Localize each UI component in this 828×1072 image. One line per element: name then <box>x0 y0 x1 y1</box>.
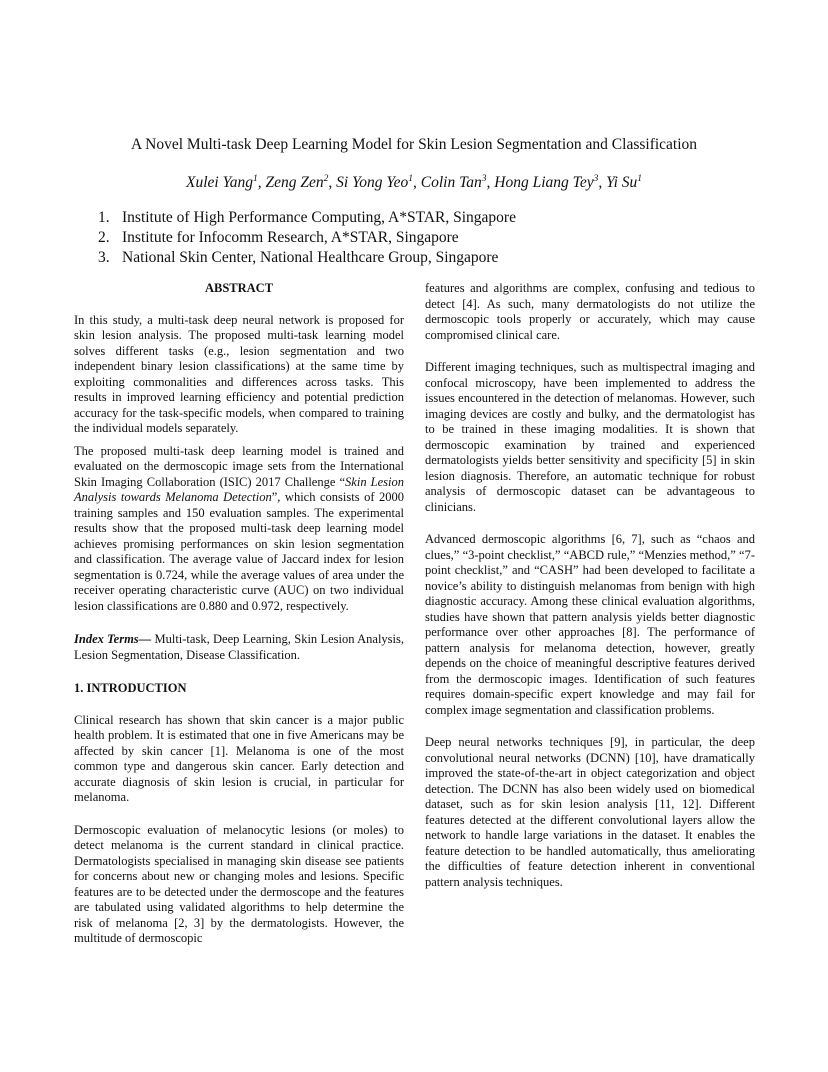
body-paragraph: Different imaging techniques, such as multispectral imaging and confocal microscopy, have been implemented to address the issues encountered in the detection of melanomas. However, such imaging devices are costly and bulky, and the dermatologist has to be trained in these imaging modalities. It is shown that dermoscopic examination by trained and experienced dermatologists yields better sensitivity and specificity [5] in skin lesion diagnosis. Therefore, an automatic technique for robust analysis of dermoscopic dataset can be advantageous to clinicians. <box>425 360 755 514</box>
challenge-title: Skin Lesion Analysis towards Melanoma Detection <box>74 474 404 504</box>
author: Hong Liang Tey$^3$, <box>494 174 607 191</box>
affiliation-marker: 1 <box>253 174 258 184</box>
affiliation-marker: 1 <box>408 174 413 184</box>
affiliation-marker: 2 <box>323 174 329 184</box>
author: Zeng Zen$^2$, <box>265 174 337 191</box>
affiliation-list <box>98 208 516 268</box>
body-paragraph: Clinical research has shown that skin cancer is a major public health problem. It is estimated that one in five Americans may be affected by skin cancer [1]. Melanoma is one of the most common type and dangerous skin cancer. Early detection and accurate diagnosis of skin lesion is crucial, in particular for melanoma. <box>74 712 404 804</box>
author-name: Zeng Zen <box>265 174 324 191</box>
affiliation-marker: 3 <box>593 174 599 184</box>
affiliation-marker: 3 <box>481 174 487 184</box>
right-column <box>425 281 755 890</box>
abstract-heading: ABSTRACT <box>204 281 274 295</box>
author-name: Si Yong Yeo <box>336 174 409 191</box>
body-paragraph: Deep neural networks techniques [9], in particular, the deep convolutional neural networks (DCNN) [10], have dramatically improved the state-of-the-art in object categorization and object detection. The DCNN has also been widely used on biomedical dataset, such as for skin lesion analysis [11, 12]. Different features detected at the different convolutional layers allow the network to handle large variations in the dataset. It enables the feature detection to be handled automatically, thus ameliorating the difficulties of feature detection inherent in conventional pattern analysis techniques. <box>425 735 755 889</box>
section-heading: 1. INTRODUCTION <box>74 681 187 695</box>
body-paragraph: Advanced dermoscopic algorithms [6, 7], such as “chaos and clues,” “3-point checklist,” “ABCD rule,” “Menzies method,” “7-point checklist,” and “CASH” had been developed to facilitate a novice’s ability to distinguish melanomas from benign with high diagnostic accuracy. Among these clinical evaluation algorithms, studies have shown that pattern analysis yields better diagnostic performance over other approaches [8]. The performance of pattern analysis for melanoma detection, however, greatly depends on the choice of meaningful descriptive features derived from the dermoscopic images. Identification of such features requires domain-specific expert knowledge and may fail for complex image segmentation and classification problems. <box>425 532 755 717</box>
author-name: Xulei Yang <box>185 174 254 191</box>
affiliation-number: 3. <box>98 249 110 266</box>
author: Si Yong Yeo$^1$, <box>336 174 421 191</box>
body-paragraph: features and algorithms are complex, confusing and tedious to detect [4]. As such, many dermatologists do not utilize the dermoscopic tools properly or accurately, which may cause compromised clinical care. <box>425 281 755 342</box>
paper-title: A Novel Multi-task Deep Learning Model for Skin Lesion Segmentation and Classification <box>130 136 698 153</box>
index-terms <box>74 632 404 663</box>
author-name: Colin Tan <box>420 174 482 191</box>
affiliation-text: National Skin Center, National Healthcare Group, Singapore <box>122 249 499 266</box>
abstract-paragraph: The proposed multi-task deep learning model is trained and evaluated on the dermoscopic image sets from the International Skin Imaging Collaboration (ISIC) 2017 Challenge “Skin Lesion Analysis towards Melanoma Detection”, which consists of 2000 training samples and 150 evaluation samples. The experimental results show that the proposed multi-task deep learning model achieves promising performances on skin lesion segmentation and classification. The average value of Jaccard index for lesion segmentation is 0.724, while the average values of area under the receiver operating characteristic curve (AUC) on two individual lesion classifications are 0.880 and 0.972, respectively. <box>74 443 404 613</box>
body-paragraph: Dermoscopic evaluation of melanocytic lesions (or moles) to detect melanoma is the current standard in clinical practice. Dermatologists specialised in managing skin disease see patients for concerns about new or changing moles and lesions. Specific features are to be detected under the dermoscope and the features are tabulated using validated algorithms to help determine the risk of melanoma [2, 3] by the dermatologists. However, the multitude of dermoscopic <box>74 822 404 945</box>
affiliation-text: Institute for Infocomm Research, A*STAR, Singapore <box>122 229 459 246</box>
affiliation-item <box>98 248 516 268</box>
index-terms-label: Index Terms— <box>74 632 152 646</box>
affiliation-text: Institute of High Performance Computing, A*STAR, Singapore <box>122 209 516 226</box>
author: Colin Tan$^3$, <box>420 174 495 191</box>
affiliation-item <box>98 228 516 248</box>
author-list <box>0 173 828 192</box>
left-column <box>74 281 404 947</box>
abstract-paragraph: In this study, a multi-task deep neural network is proposed for skin lesion analysis. The proposed multi-task learning model solves different tasks (e.g., lesion segmentation and two independent binary lesion classifications) at the same time by exploiting commonalities and differences across tasks. This results in improved learning efficiency and potential prediction accuracy for the task-specific models, when compared to training the individual models separately. <box>74 312 404 435</box>
author-name: Hong Liang Tey <box>494 174 594 191</box>
index-terms-text: Multi-task, Deep Learning, Skin Lesion Analysis, Lesion Segmentation, Disease Classification. <box>74 632 404 662</box>
affiliation-number: 1. <box>98 209 110 226</box>
affiliation-marker: 1 <box>637 174 643 184</box>
affiliation-item <box>98 208 516 228</box>
author: Xulei Yang$^1$, <box>185 174 266 191</box>
author-name: Yi Su <box>606 174 638 191</box>
author <box>606 174 642 191</box>
affiliation-number: 2. <box>98 229 110 246</box>
